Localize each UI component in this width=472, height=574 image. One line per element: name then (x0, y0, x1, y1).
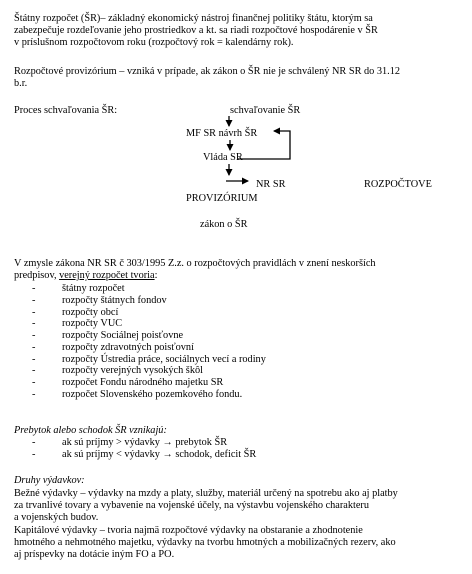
current-expenses-line-3: a vojenských budov. (14, 511, 99, 523)
intro-line-1: Štátny rozpočet (ŠR)– základný ekonomický nástroj finančnej politiky štátu, ktorým sa (14, 13, 373, 24)
capital-expenses-line-3: aj príspevky na dotácie iným FO a PO. (14, 548, 175, 560)
capital-expenses-paragraph (14, 525, 458, 560)
intro-line-2: zabezpečuje rozdeľovanie jeho prostriedkov a kt. sa riadi rozpočtové hospodárenie v ŠR (14, 24, 378, 36)
list-item: - rozpočty zdravotných poisťovní (32, 341, 194, 353)
law-line-1: V zmysle zákona NR SR č 303/1995 Z.z. o rozpočtových pravidlách v znení neskorších (14, 258, 376, 269)
law-line-2-underlined: verejný rozpočet tvoria (59, 269, 155, 281)
process-step-mf-draft: MF SR návrh ŠR (186, 128, 258, 139)
list-item: - ak sú príjmy > výdavky → prebytok ŠR (32, 437, 228, 448)
list-item: - rozpočet Fondu národného majetku SR (32, 377, 224, 388)
process-label: Proces schvaľovania ŠR: (14, 105, 118, 116)
provizorium-line-1: Rozpočtové provizórium – vzniká v prípade, ak zákon o ŠR nie je schválený NR SR do 31.12 (14, 66, 401, 77)
list-item: - rozpočty verejných vysokých škôl (32, 365, 203, 377)
balance-list (14, 437, 454, 461)
capital-expenses-line-1: Kapitálové výdavky – tvoria najmä rozpočtové výdavky na obstaranie a zhodnotenie (14, 525, 363, 536)
capital-expenses-line-2: hmotného a nehmotného majetku, výdavky na tvorbu hmotných a mobilizačných rezerv, ako (14, 536, 396, 548)
return-arrow (238, 131, 290, 159)
budget-components-list (14, 283, 454, 401)
current-expenses-line-2: za trvanlivé tovary a vybavenie na vojenské účely, na výstavbu vojenského charakteru (14, 499, 370, 511)
list-item: - rozpočty Ústredia práce, sociálnych vecí a rodiny (32, 353, 266, 365)
law-line-2-suffix: : (154, 269, 158, 281)
process-step-provisorium: PROVIZÓRIUM (186, 193, 258, 204)
list-item: - rozpočty obcí (32, 306, 119, 318)
expenses-title: Druhy výdavkov: (14, 475, 85, 486)
provizorium-line-2: b.r. (14, 77, 28, 89)
list-item: - rozpočty VUC (32, 318, 123, 330)
process-step-approval: schvaľovanie ŠR (230, 105, 301, 116)
law-paragraph (14, 258, 458, 282)
law-line-2 (14, 270, 458, 282)
list-item: - rozpočty štátnych fondov (32, 294, 167, 306)
process-step-government: Vláda SR (203, 152, 243, 163)
list-item: - rozpočty Sociálnej poisťovne (32, 330, 184, 341)
process-step-budget: ROZPOČTOVE (364, 179, 432, 190)
current-expenses-line-1: Bežné výdavky – výdavky na mzdy a platy, služby, materiál určený na spotrebu ako aj platby (14, 488, 398, 499)
process-step-law: zákon o ŠR (200, 219, 248, 230)
balance-title: Prebytok alebo schodok ŠR vznikajú: (14, 425, 167, 436)
list-item: - rozpočet Slovenského pozemkového fondu. (32, 388, 243, 400)
process-step-parliament: NR SR (256, 179, 286, 190)
intro-line-3: v príslušnom rozpočtovom roku (rozpočtový rok = kalendárny rok). (14, 36, 294, 48)
list-item: - ak sú príjmy < výdavky → schodok, deficit ŠR (32, 448, 257, 460)
law-line-2-prefix: predpisov, (14, 269, 57, 281)
current-expenses-paragraph (14, 488, 458, 523)
list-item: - štátny rozpočet (32, 283, 125, 294)
